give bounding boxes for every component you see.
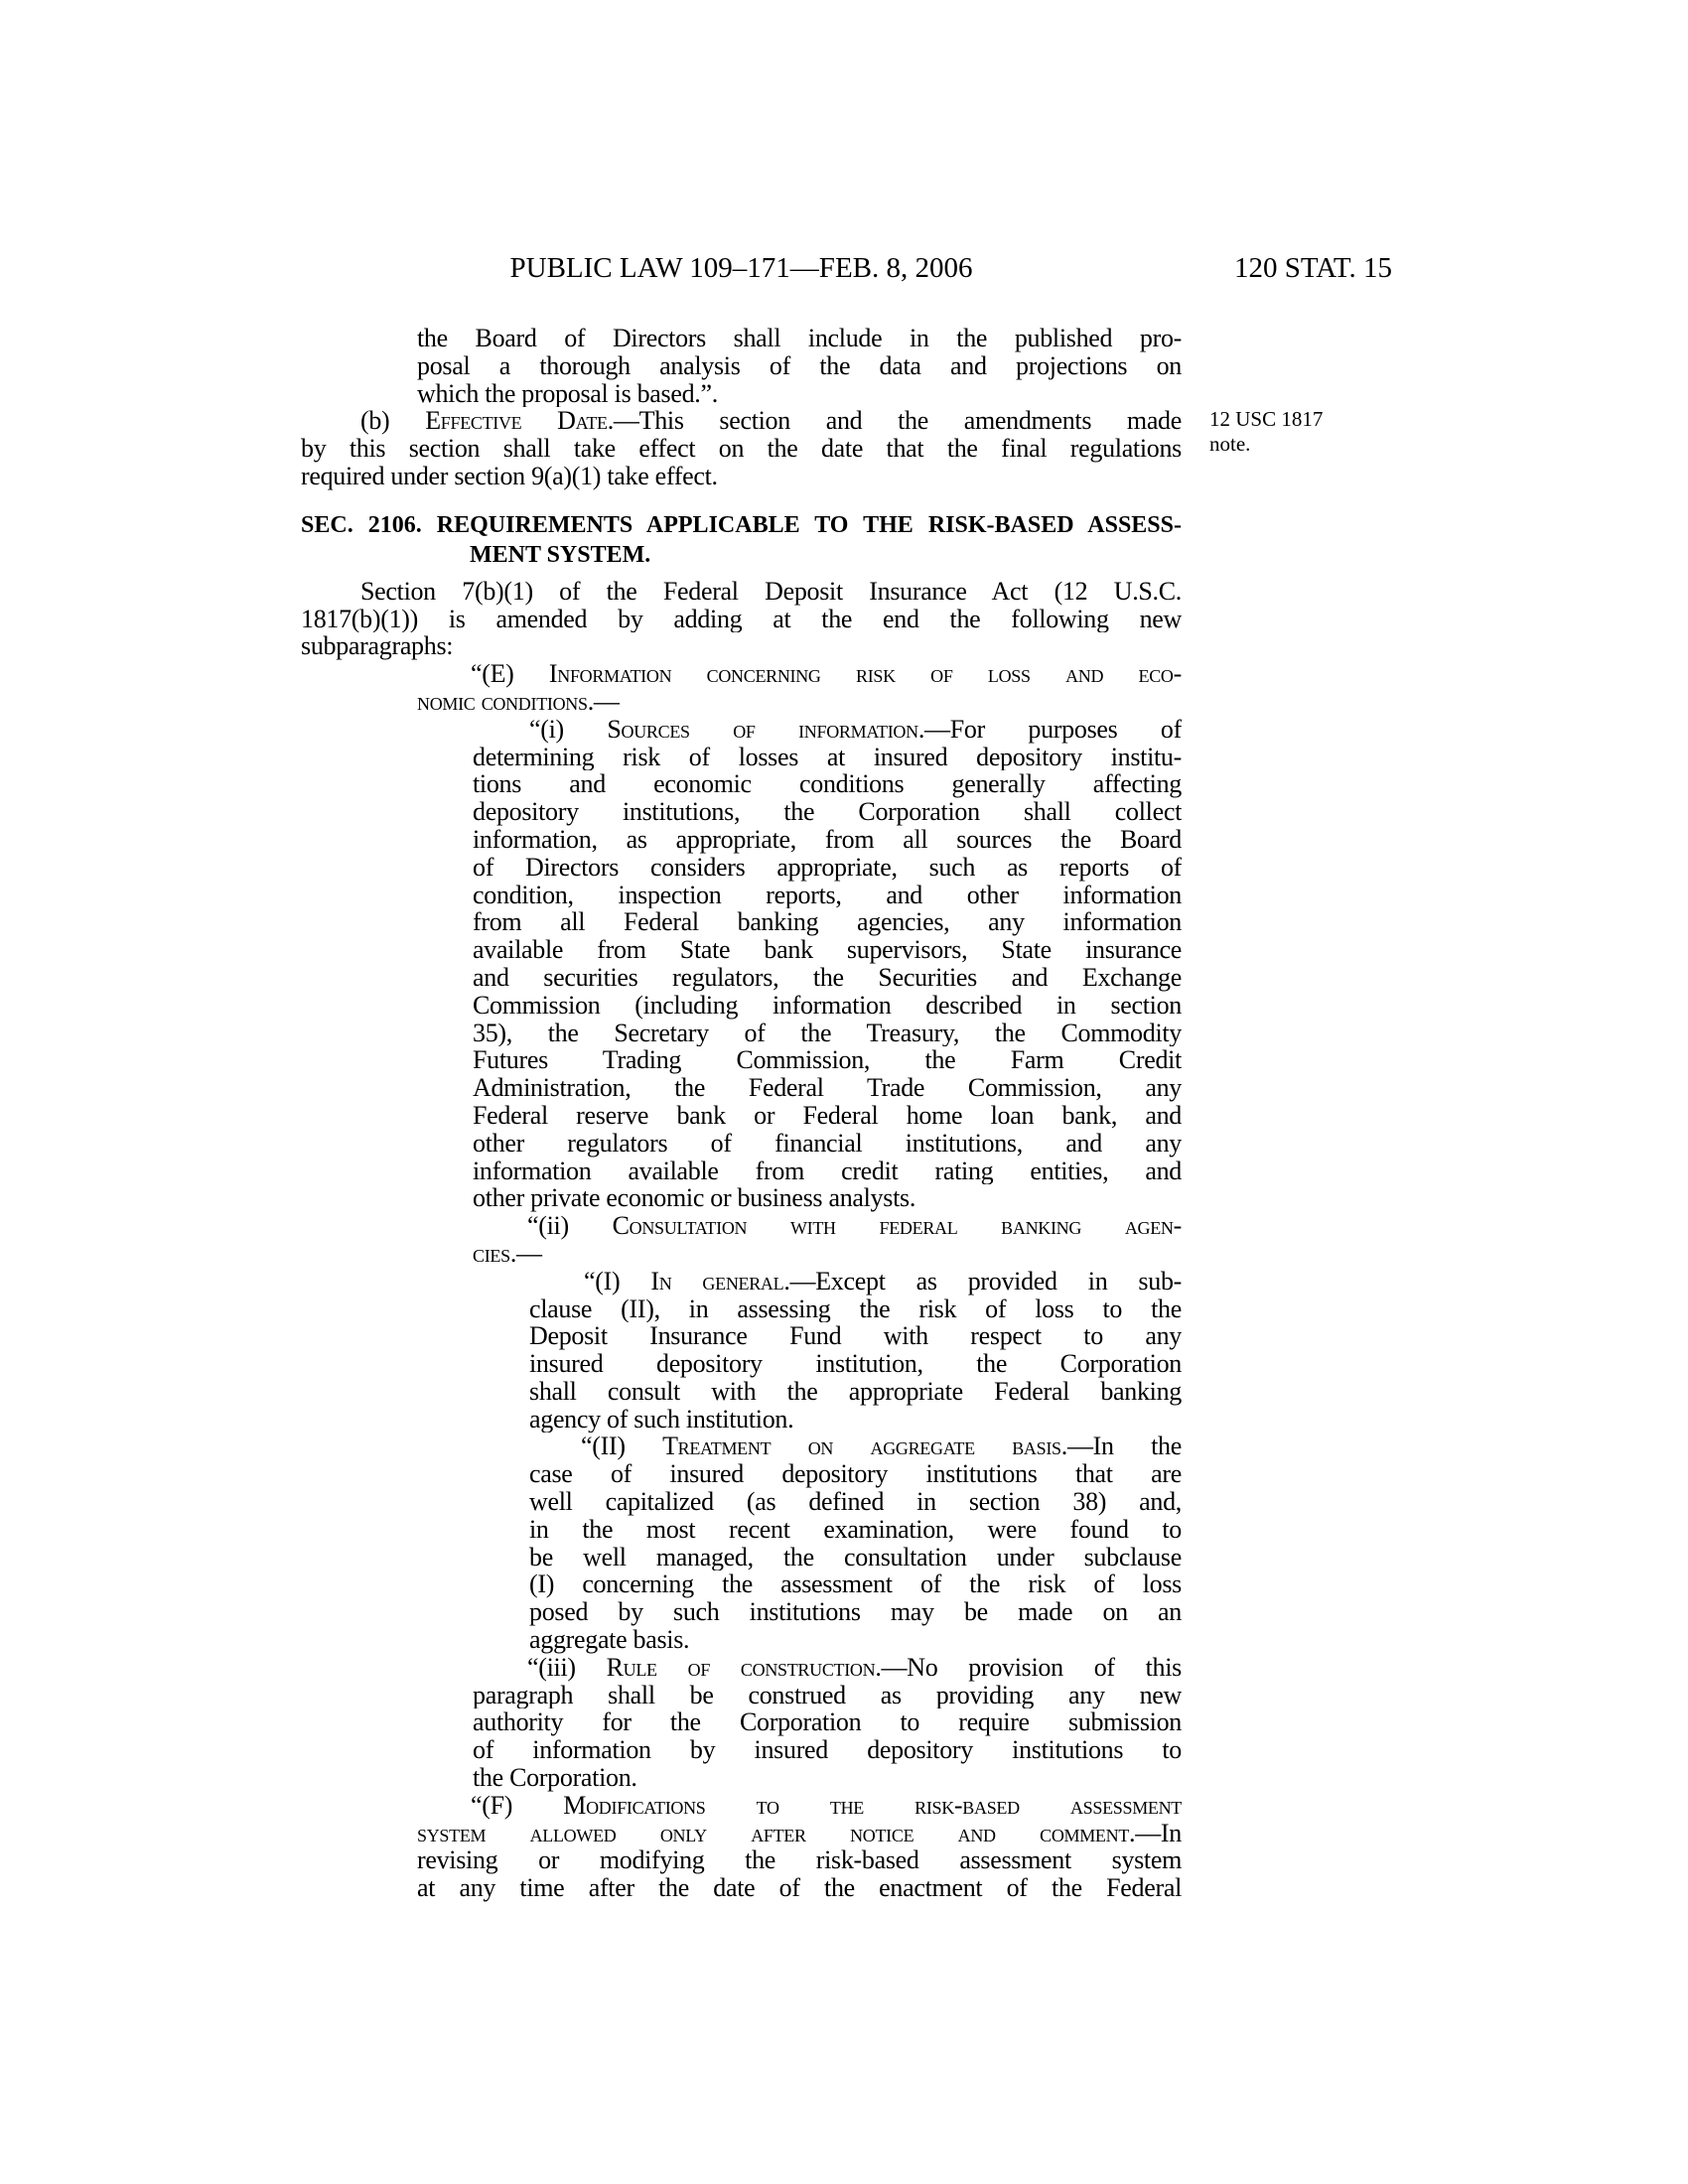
- clause-ii-consultation-heading-line-2: cies.—: [473, 1239, 542, 1268]
- margin-note-line-1: 12 USC 1817: [1209, 407, 1324, 431]
- clause-i-sources-of-information-paragraph-line-6: of Directors considers appropriate, such as reports of: [473, 853, 1182, 882]
- amendment-intro-paragraph-line-1: Section 7(b)(1) of the Federal Deposit Insurance Act (12 U.S.C.: [360, 577, 1182, 606]
- subparagraph-E-heading-line-2: nomic conditions.—: [417, 687, 620, 716]
- subclause-I-in-general-paragraph-line-2: clause (II), in assessing the risk of loss to the: [529, 1295, 1182, 1323]
- clause-i-sources-of-information-paragraph-line-2: determining risk of losses at insured depository institu-: [473, 743, 1182, 771]
- amendment-intro-paragraph-line-2: 1817(b)(1)) is amended by adding at the end the following new: [301, 605, 1182, 633]
- continuation-paragraph-line-2: posal a thorough analysis of the data and projections on: [417, 351, 1182, 380]
- subparagraph-F-modifications-paragraph-line-4: at any time after the date of the enactment of the Federal: [417, 1874, 1182, 1903]
- subparagraph-F-modifications-paragraph-line-3: revising or modifying the risk-based assessment system: [417, 1846, 1182, 1875]
- clause-iii-rule-of-construction-paragraph-line-3: authority for the Corporation to require submission: [473, 1708, 1182, 1737]
- subparagraph-E-heading: [301, 660, 1182, 716]
- subclause-II-treatment-paragraph: [301, 1433, 1182, 1653]
- subsection-b-effective-date-paragraph-line-3: required under section 9(a)(1) take effect.: [301, 462, 718, 490]
- margin-note-line-2: note.: [1209, 432, 1251, 456]
- amendment-intro-paragraph: [301, 578, 1182, 660]
- subparagraph-E-heading-line-1: “(E) Information concerning risk of loss and eco-: [471, 660, 1182, 688]
- section-2106-heading: [301, 510, 1182, 570]
- amendment-intro-paragraph-line-3: subparagraphs:: [301, 632, 454, 661]
- section-2106-heading-line-1: SEC. 2106. REQUIREMENTS APPLICABLE TO THE RISK-BASED ASSESS-: [301, 511, 1182, 538]
- clause-i-sources-of-information-paragraph-line-1: “(i) Sources of information.—For purposes of: [529, 715, 1182, 744]
- subclause-I-in-general-paragraph-line-3: Deposit Insurance Fund with respect to any: [529, 1322, 1182, 1351]
- clause-i-sources-of-information-paragraph-line-12: 35), the Secretary of the Treasury, the Commodity: [473, 1019, 1182, 1047]
- clause-i-sources-of-information-paragraph-line-17: information available from credit rating entities, and: [473, 1157, 1182, 1185]
- clause-iii-rule-of-construction-paragraph-line-4: of information by insured depository institutions to: [473, 1736, 1182, 1765]
- clause-i-sources-of-information-paragraph-line-7: condition, inspection reports, and other information: [473, 881, 1182, 909]
- clause-i-sources-of-information-paragraph-line-16: other regulators of financial institutions, and any: [473, 1129, 1182, 1158]
- clause-iii-rule-of-construction-paragraph-line-5: the Corporation.: [473, 1764, 637, 1792]
- subparagraph-F-modifications-paragraph-line-1: “(F) Modifications to the risk-based assessment: [471, 1791, 1182, 1820]
- subclause-I-in-general-paragraph-line-5: shall consult with the appropriate Federal banking: [529, 1377, 1182, 1406]
- clause-i-sources-of-information-paragraph-line-11: Commission (including information described in section: [473, 991, 1182, 1020]
- subclause-II-treatment-paragraph-line-1: “(II) Treatment on aggregate basis.—In the: [581, 1433, 1182, 1461]
- clause-i-sources-of-information-paragraph-line-4: depository institutions, the Corporation shall collect: [473, 798, 1182, 826]
- continuation-paragraph-line-1: the Board of Directors shall include in the published pro-: [417, 325, 1182, 352]
- subsection-b-effective-date-paragraph: [301, 407, 1182, 489]
- subclause-II-treatment-paragraph-line-7: posed by such institutions may be made on an: [529, 1598, 1182, 1627]
- subclause-II-treatment-paragraph-line-8: aggregate basis.: [529, 1626, 690, 1654]
- clause-i-sources-of-information-paragraph-line-3: tions and economic conditions generally affecting: [473, 770, 1182, 799]
- continuation-paragraph-line-3: which the proposal is based.”.: [417, 379, 718, 408]
- subclause-I-in-general-paragraph-line-6: agency of such institution.: [529, 1405, 794, 1433]
- body-text: [301, 325, 1182, 1902]
- clause-i-sources-of-information-paragraph-line-18: other private economic or business analysts.: [473, 1184, 916, 1213]
- margin-note-usc-citation: [1209, 407, 1388, 457]
- clause-iii-rule-of-construction-paragraph-line-2: paragraph shall be construed as providing any new: [473, 1681, 1182, 1709]
- clause-iii-rule-of-construction-paragraph-line-1: “(iii) Rule of construction.—No provision of this: [527, 1653, 1182, 1682]
- subclause-II-treatment-paragraph-line-2: case of insured depository institutions that are: [529, 1460, 1182, 1489]
- clause-i-sources-of-information-paragraph-line-5: information, as appropriate, from all sources the Board: [473, 825, 1182, 854]
- clause-i-sources-of-information-paragraph: [301, 716, 1182, 1212]
- clause-i-sources-of-information-paragraph-line-9: available from State bank supervisors, State insurance: [473, 936, 1182, 964]
- subclause-I-in-general-paragraph: [301, 1268, 1182, 1433]
- subclause-I-in-general-paragraph-line-1: “(I) In general.—Except as provided in sub-: [584, 1267, 1182, 1296]
- subclause-II-treatment-paragraph-line-4: in the most recent examination, were found to: [529, 1515, 1182, 1544]
- continuation-paragraph: [301, 325, 1182, 407]
- clause-i-sources-of-information-paragraph-line-8: from all Federal banking agencies, any information: [473, 908, 1182, 937]
- clause-ii-consultation-heading-line-1: “(ii) Consultation with federal banking agen-: [527, 1212, 1182, 1240]
- clause-i-sources-of-information-paragraph-line-15: Federal reserve bank or Federal home loan bank, and: [473, 1101, 1182, 1130]
- clause-i-sources-of-information-paragraph-line-13: Futures Trading Commission, the Farm Credit: [473, 1046, 1182, 1075]
- clause-i-sources-of-information-paragraph-line-10: and securities regulators, the Securities and Exchange: [473, 963, 1182, 992]
- subsection-b-effective-date-paragraph-line-1: (b) Effective Date.—This section and the amendments made: [360, 407, 1182, 436]
- subclause-II-treatment-paragraph-line-5: be well managed, the consultation under subclause: [529, 1543, 1182, 1571]
- clause-iii-rule-of-construction-paragraph: [301, 1654, 1182, 1792]
- running-header-stat-page-number: 120 STAT. 15: [1233, 252, 1392, 284]
- subparagraph-F-modifications-paragraph: [301, 1792, 1182, 1902]
- subparagraph-F-modifications-paragraph-line-2: system allowed only after notice and comment.—In: [417, 1819, 1182, 1847]
- subclause-I-in-general-paragraph-line-4: insured depository institution, the Corporation: [529, 1350, 1182, 1378]
- section-2106-heading-line-2: MENT SYSTEM.: [470, 541, 651, 568]
- subclause-II-treatment-paragraph-line-6: (I) concerning the assessment of the risk of loss: [529, 1570, 1182, 1599]
- running-header-law-title: PUBLIC LAW 109–171—FEB. 8, 2006: [509, 252, 973, 284]
- clause-i-sources-of-information-paragraph-line-14: Administration, the Federal Trade Commission, any: [473, 1074, 1182, 1102]
- subclause-II-treatment-paragraph-line-3: well capitalized (as defined in section 38) and,: [529, 1488, 1182, 1516]
- subsection-b-effective-date-paragraph-line-2: by this section shall take effect on the date that the final regulations: [301, 435, 1182, 463]
- clause-ii-consultation-heading: [301, 1212, 1182, 1268]
